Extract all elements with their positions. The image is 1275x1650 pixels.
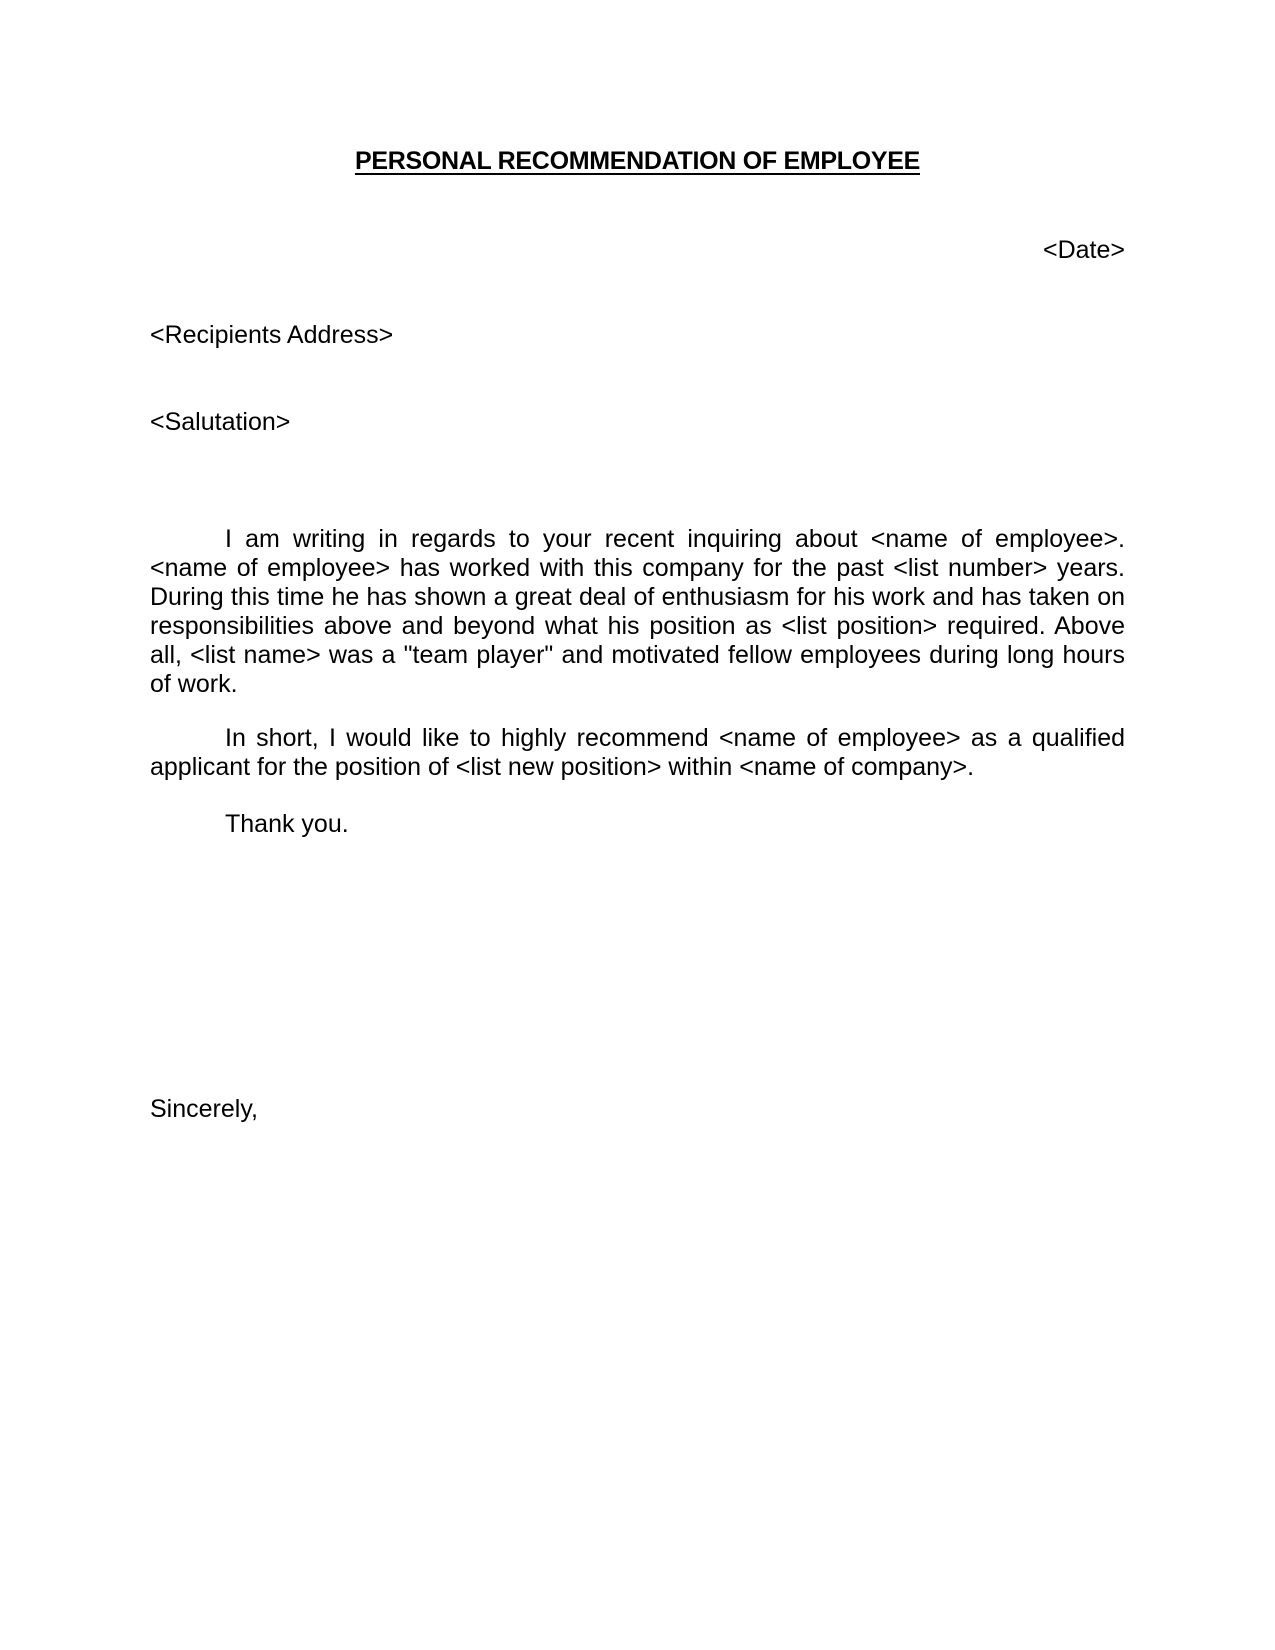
thank-you-line: Thank you. [225, 810, 349, 838]
recipients-address-placeholder: <Recipients Address> [150, 321, 394, 349]
date-placeholder: <Date> [1042, 236, 1125, 264]
closing-line: Sincerely, [150, 1095, 258, 1123]
salutation-placeholder: <Salutation> [150, 408, 291, 436]
document-title: PERSONAL RECOMMENDATION OF EMPLOYEE [354, 147, 920, 175]
body-paragraph-1: I am writing in regards to your recent inquiring about <name of employee>. <name of employee> has worked with this company for the past <list number> years. During this time he has shown a great deal of enthusiasm for his work and has taken on responsibilities above and beyond what his position as <list position> required. Above all, <list name> was a "team player" and motivated fellow employees during long hours of work. [150, 525, 1125, 698]
body-paragraph-2: In short, I would like to highly recommend <name of employee> as a qualified applicant for the position of <list new position> within <name of company>. [150, 724, 1125, 781]
